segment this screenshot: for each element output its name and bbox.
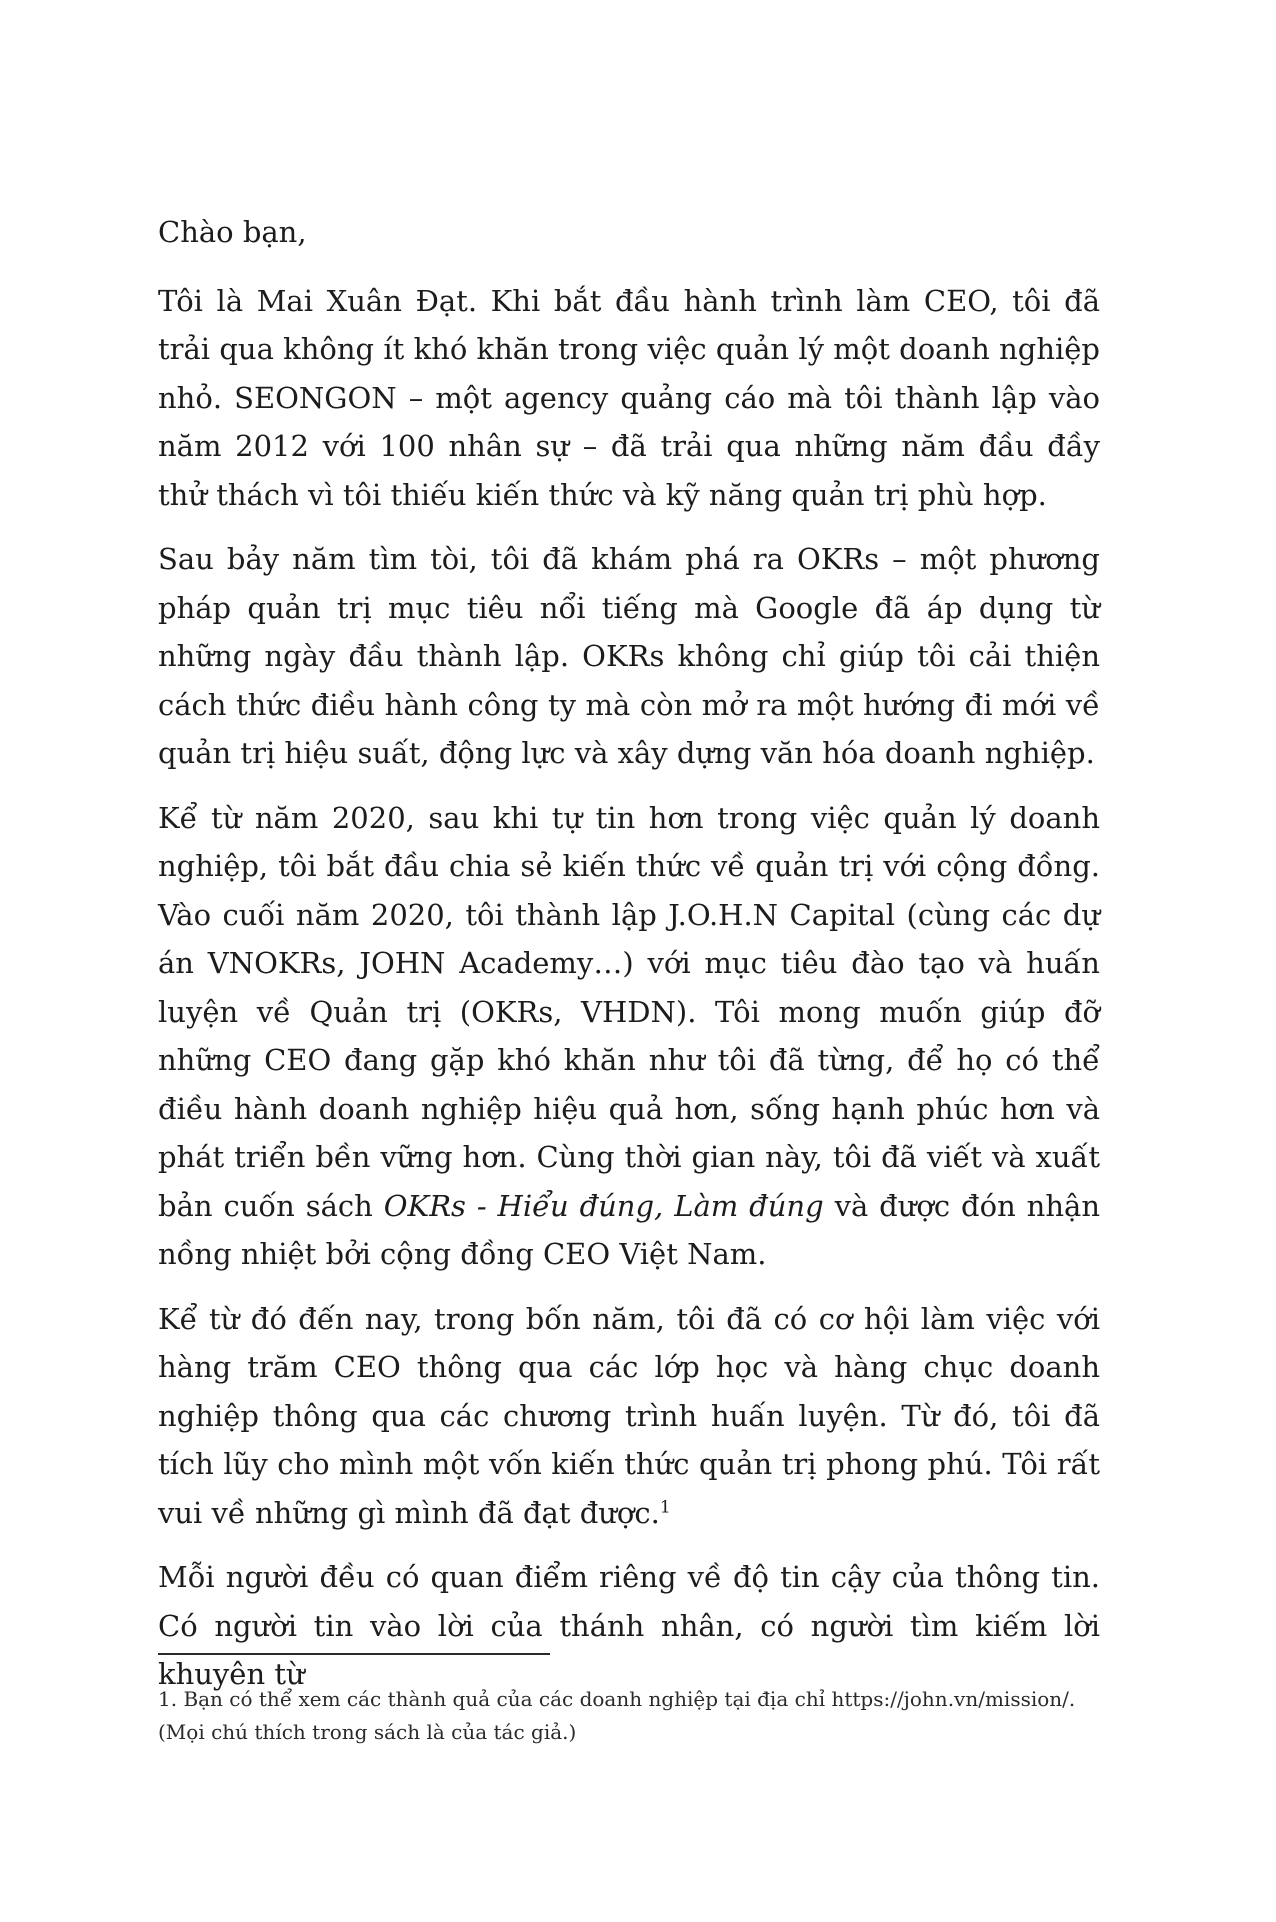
paragraph-trust: Mỗi người đều có quan điểm riêng về độ tin cậy của thông tin. Có người tin vào lời của thánh nhân, có người tìm kiếm lời khuyên từ xyxy=(158,1560,1100,1691)
footnote-marker: 1 xyxy=(659,1496,671,1517)
paragraph-experience xyxy=(158,1295,1100,1538)
book-title: OKRs - Hiểu đúng, Làm đúng xyxy=(383,1188,824,1223)
paragraph-text: Kể từ đó đến nay, trong bốn năm, tôi đã có cơ hội làm việc với hàng trăm CEO thông qua các lớp học và hàng chục doanh nghiệp thông qua các chương trình huấn luyện. Từ đó, tôi đã tích lũy cho mình một vốn kiến thức quản trị phong phú. Tôi rất vui về những gì mình đã đạt được. xyxy=(158,1301,1100,1530)
footnote-1: 1. Bạn có thể xem các thành quả của các doanh nghiệp tại địa chỉ https://john.vn/mission/. xyxy=(158,1687,1076,1711)
paragraph-intro: Tôi là Mai Xuân Đạt. Khi bắt đầu hành trình làm CEO, tôi đã trải qua không ít khó khăn trong việc quản lý một doanh nghiệp nhỏ. SEONGON – một agency quảng cáo mà tôi thành lập vào năm 2012 với 100 nhân sự – đã trải qua những năm đầu đầy thử thách vì tôi thiếu kiến thức và kỹ năng quản trị phù hợp. xyxy=(158,283,1100,512)
footnote-note: (Mọi chú thích trong sách là của tác giả.) xyxy=(158,1720,577,1744)
book-page-body xyxy=(158,208,1100,1715)
paragraph-text: và được đón nhận nồng nhiệt bởi cộng đồng CEO Việt Nam. xyxy=(158,1188,1100,1271)
greeting: Chào bạn, xyxy=(158,215,307,249)
paragraph-text: Kể từ năm 2020, sau khi tự tin hơn trong việc quản lý doanh nghiệp, tôi bắt đầu chia sẻ kiến thức về quản trị với cộng đồng. Vào cuối năm 2020, tôi thành lập J.O.H.N Capital (cùng các dự án VNOKRs, JOHN Academy…) với mục tiêu đào tạo và huấn luyện về Quản trị (OKRs, VHDN). Tôi mong muốn giúp đỡ những CEO đang gặp khó khăn như tôi đã từng, để họ có thể điều hành doanh nghiệp hiệu quả hơn, sống hạnh phúc hơn và phát triển bền vững hơn. Cùng thời gian này, tôi đã viết và xuất bản cuốn sách xyxy=(158,800,1100,1223)
footnotes xyxy=(158,1683,1118,1749)
paragraph-okrs-discovery: Sau bảy năm tìm tòi, tôi đã khám phá ra OKRs – một phương pháp quản trị mục tiêu nổi tiếng mà Google đã áp dụng từ những ngày đầu thành lập. OKRs không chỉ giúp tôi cải thiện cách thức điều hành công ty mà còn mở ra một hướng đi mới về quản trị hiệu suất, động lực và xây dựng văn hóa doanh nghiệp. xyxy=(158,542,1100,770)
paragraph-sharing-knowledge xyxy=(158,794,1100,1279)
footnote-divider xyxy=(158,1653,550,1655)
